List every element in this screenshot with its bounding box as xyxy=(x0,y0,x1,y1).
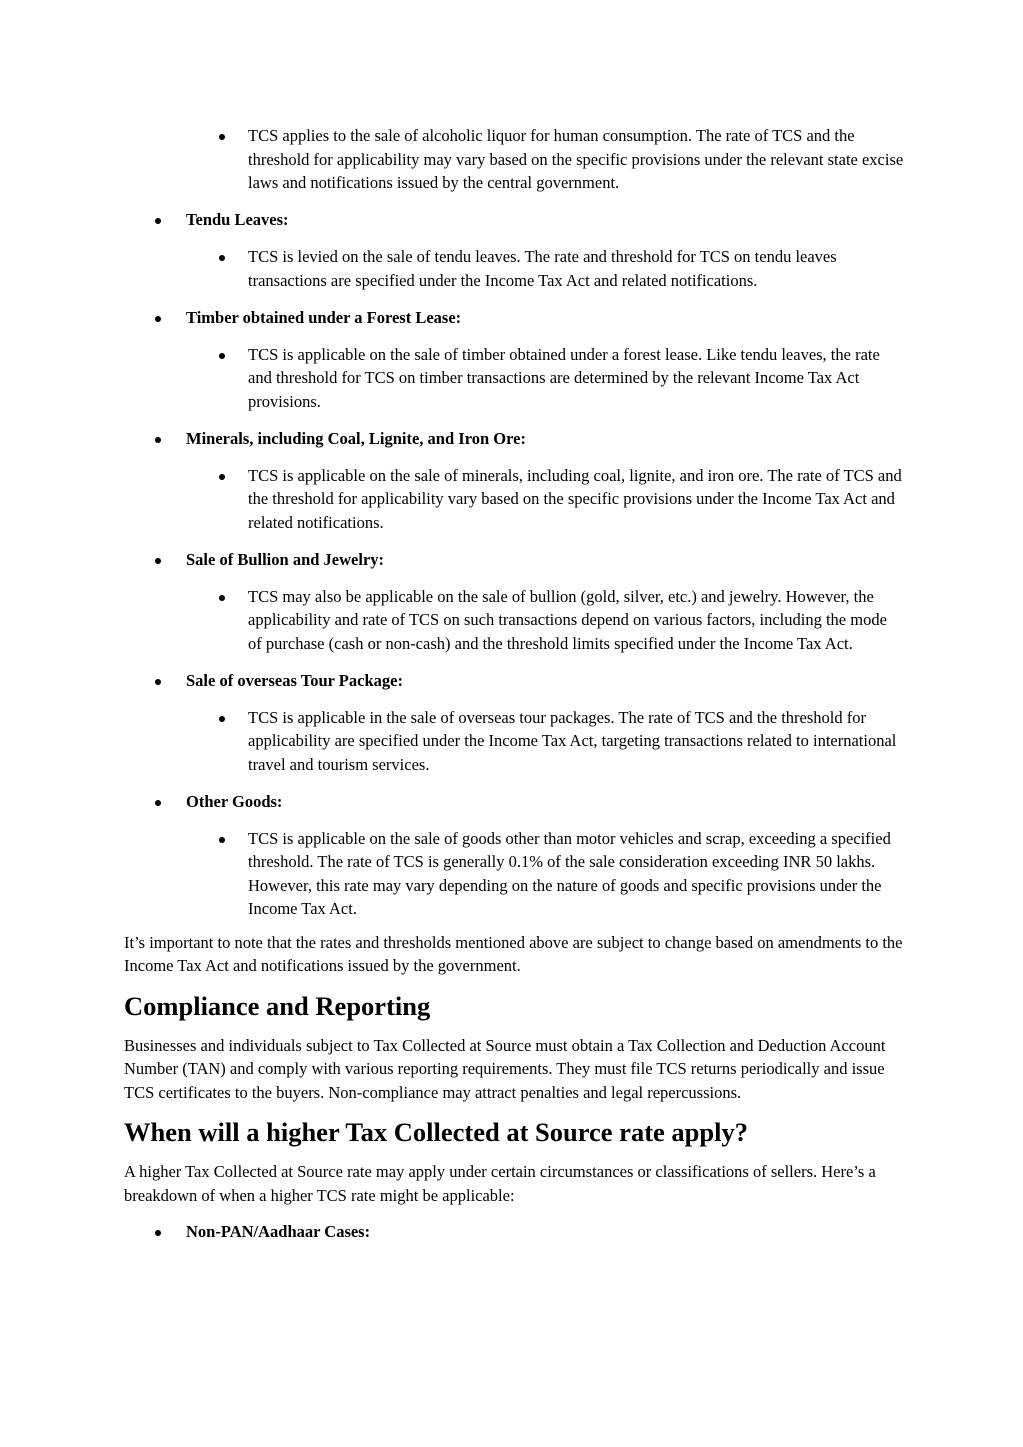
bullet-icon xyxy=(219,255,225,261)
bullet-non-pan xyxy=(124,1220,904,1244)
document-page xyxy=(124,124,904,1244)
bullet-other-goods xyxy=(124,790,904,814)
bullet-title: Non-PAN/Aadhaar Cases: xyxy=(186,1222,371,1241)
bullet-tendu-leaves xyxy=(124,208,904,232)
bullet-title: Timber obtained under a Forest Lease: xyxy=(186,307,462,327)
sub-bullet-overseas-tour xyxy=(124,706,904,777)
heading-higher-tcs: When will a higher Tax Collected at Source rate apply? xyxy=(124,1117,748,1147)
bullet-icon xyxy=(155,679,161,685)
bullet-text: TCS is levied on the sale of tendu leaves. The rate and threshold for TCS on tendu leaves transactions are specified under the Income Tax Act and related notifications. xyxy=(248,247,837,290)
sub-bullet-tendu-leaves xyxy=(124,245,904,292)
sub-bullet-bullion xyxy=(124,585,904,656)
bullet-text: TCS is applicable on the sale of goods other than motor vehicles and scrap, exceeding a specified threshold. The rate of TCS is generally 0.1% of the sale consideration exceeding INR 50 lakhs. However, this rate may vary depending on the nature of goods and specific provisions under the Income Tax Act. xyxy=(248,828,891,918)
bullet-icon xyxy=(219,474,225,480)
bullet-icon xyxy=(155,316,161,322)
bullet-icon xyxy=(219,134,225,140)
note-paragraph: It’s important to note that the rates and thresholds mentioned above are subject to change based on amendments to the Income Tax Act and notifications issued by the government. xyxy=(124,932,903,975)
bullet-icon xyxy=(219,353,225,359)
bullet-text: TCS applies to the sale of alcoholic liquor for human consumption. The rate of TCS and the threshold for applicability may vary based on the specific provisions under the relevant state excise laws and notifications issued by the central government. xyxy=(248,126,904,192)
bullet-title: Sale of Bullion and Jewelry: xyxy=(186,549,385,569)
bullet-title: Minerals, including Coal, Lignite, and Iron Ore: xyxy=(186,428,526,448)
sub-bullet-other-goods xyxy=(124,827,904,921)
bullet-text: TCS may also be applicable on the sale of bullion (gold, silver, etc.) and jewelry. However, the applicability and rate of TCS on such transactions depend on various factors, including the mode of purchase (cash or non-cash) and the threshold limits specified under the Income Tax Act. xyxy=(248,586,887,653)
bullet-icon xyxy=(155,800,161,806)
bullet-minerals xyxy=(124,427,904,451)
bullet-text: TCS is applicable on the sale of timber obtained under a forest lease. Like tendu leaves, the rate and threshold for TCS on timber transactions are determined by the relevant Income Tax Act provisions. xyxy=(248,344,880,411)
bullet-icon xyxy=(155,1230,161,1236)
bullet-overseas-tour xyxy=(124,669,904,693)
bullet-icon xyxy=(155,218,161,224)
heading-compliance: Compliance and Reporting xyxy=(124,990,431,1021)
bullet-title: Other Goods: xyxy=(186,791,283,811)
compliance-paragraph: Businesses and individuals subject to Tax Collected at Source must obtain a Tax Collection and Deduction Account Number (TAN) and comply with various reporting requirements. They must file TCS returns periodically and issue TCS certificates to the buyers. Non-compliance may attract penalties and legal repercussions. xyxy=(124,1035,886,1102)
bullet-text: TCS is applicable in the sale of overseas tour packages. The rate of TCS and the threshold for applicability are specified under the Income Tax Act, targeting transactions related to international travel and tourism services. xyxy=(248,707,897,774)
bullet-text: TCS is applicable on the sale of minerals, including coal, lignite, and iron ore. The rate of TCS and the threshold for applicability vary based on the specific provisions under the Income Tax Act and related notifications. xyxy=(248,465,902,532)
bullet-icon xyxy=(219,837,225,843)
bullet-icon xyxy=(155,437,161,443)
bullet-title: Tendu Leaves: xyxy=(186,210,289,229)
higher-tcs-paragraph: A higher Tax Collected at Source rate may apply under certain circumstances or classifications of sellers. Here’s a breakdown of when a higher TCS rate might be applicable: xyxy=(124,1162,876,1205)
bullet-icon xyxy=(155,558,161,564)
bullet-bullion xyxy=(124,548,904,572)
sub-bullet-alcoholic-liquor xyxy=(124,124,904,195)
sub-bullet-timber xyxy=(124,343,904,414)
bullet-icon xyxy=(219,716,225,722)
bullet-icon xyxy=(219,595,225,601)
bullet-timber xyxy=(124,306,904,330)
sub-bullet-minerals xyxy=(124,464,904,535)
bullet-title: Sale of overseas Tour Package: xyxy=(186,670,403,690)
